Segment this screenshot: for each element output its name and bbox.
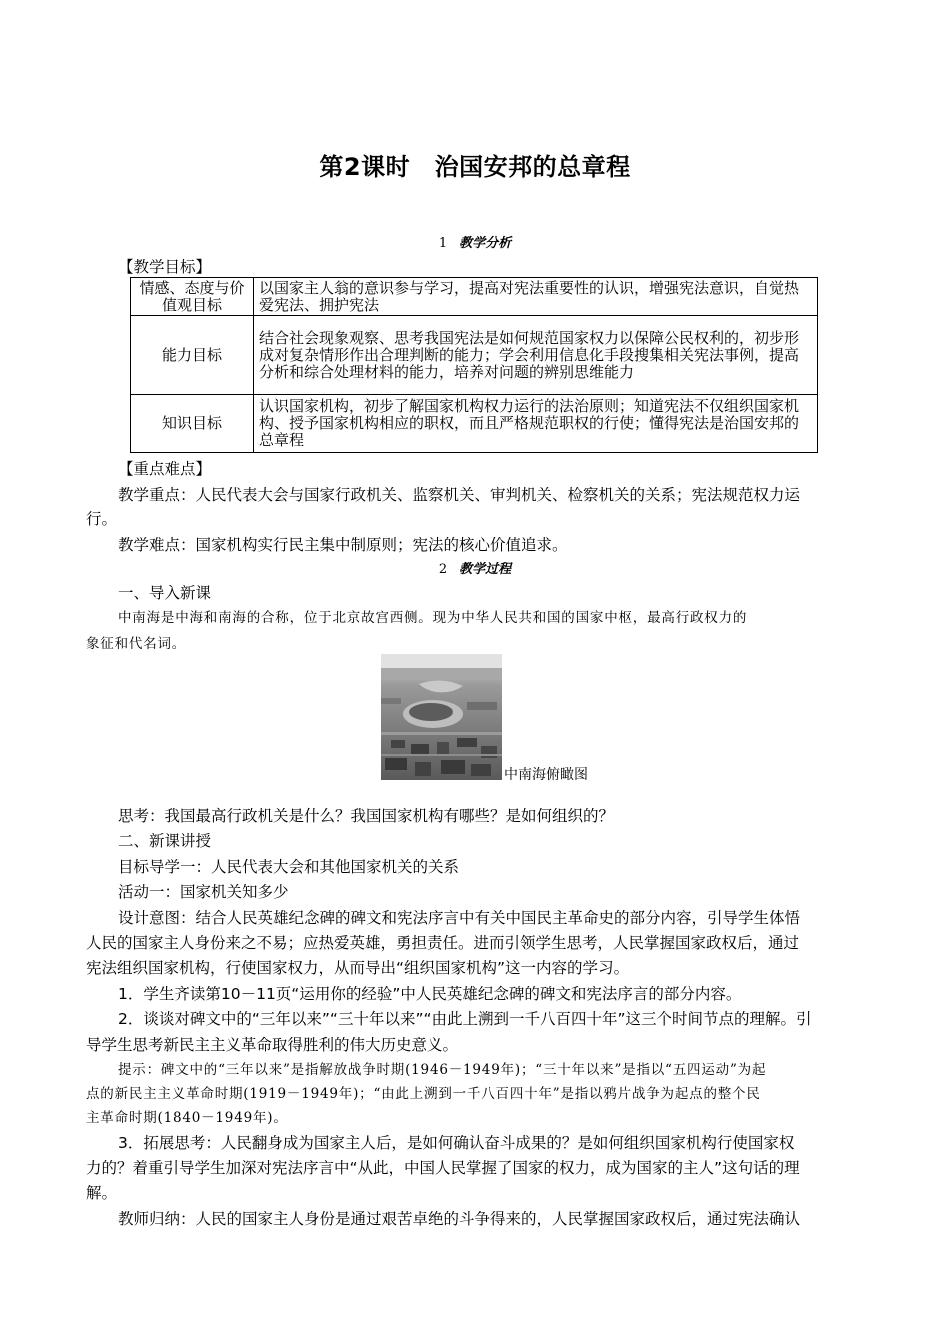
section-number: 2 — [438, 562, 448, 577]
hint-line1: 提示：碑文中的“三年以来”是指解放战争时期(1946－1949年)；“三十年以来”是指以“五四运动”为起 — [118, 1062, 767, 1078]
teacher-summary: 教师归纳：人民的国家主人身份是通过艰苦卓绝的斗争得来的，人民掌握国家政权后，通过宪法确认 — [118, 1210, 801, 1228]
section-heading-analysis — [0, 232, 950, 251]
section-number: 1 — [438, 236, 448, 251]
think-question: 思考：我国最高行政机关是什么？我国国家机构有哪些？是如何组织的？ — [118, 807, 615, 825]
keypoints-heading: 【重点难点】 — [118, 460, 212, 478]
design-intent-line3: 宪法组织国家机构，行使国家权力，从而导出“组织国家机构”这一内容的学习。 — [86, 959, 630, 977]
table-row — [131, 278, 818, 316]
teaching-focus-line1: 教学重点：人民代表大会与国家行政机关、监察机关、审判机关、检察机关的关系；宪法规范权力运 — [118, 486, 801, 504]
section-heading-process — [0, 558, 950, 577]
goals-heading: 【教学目标】 — [118, 258, 212, 276]
teaching-focus-line2: 行。 — [86, 510, 118, 528]
step-3-line3: 解。 — [86, 1184, 118, 1202]
design-intent-line1: 设计意图：结合人民英雄纪念碑的碑文和宪法序言中有关中国民主革命史的部分内容，引导学生体悟 — [118, 909, 801, 927]
design-intent-line2: 人民的国家主人身份来之不易；应热爱英雄，勇担责任。进而引领学生思考，人民掌握国家政权后，通过 — [86, 934, 800, 952]
teaching-difficulty: 教学难点：国家机构实行民主集中制原则；宪法的核心价值追求。 — [118, 536, 568, 554]
goal-label-emotion: 情感、态度与价值观目标 — [131, 278, 254, 316]
zhongnanhai-aerial-photo — [381, 654, 502, 780]
table-row — [131, 395, 818, 453]
learning-goal-1: 目标导学一：人民代表大会和其他国家机关的关系 — [118, 858, 460, 876]
hint-line2: 点的新民主主义革命时期(1919－1949年)；“由此上溯到一千八百四十年”是指以鸦片战争为起点的整个民 — [86, 1086, 761, 1102]
step-2-line2: 导学生思考新民主主义革命取得胜利的伟大历史意义。 — [86, 1036, 459, 1054]
intro-text-line1: 中南海是中海和南海的合称，位于北京故宫西侧。现为中华人民共和国的国家中枢，最高行政权力的 — [118, 610, 748, 626]
section-title: 教学分析 — [459, 236, 512, 251]
goal-label-ability: 能力目标 — [131, 316, 254, 395]
activity-1: 活动一：国家机关知多少 — [118, 883, 289, 901]
step-3-line1: 3．拓展思考：人民翻身成为国家主人后，是如何确认奋斗成果的？是如何组织国家机构行使国家权 — [118, 1134, 795, 1152]
page-title: 第2课时 治国安邦的总章程 — [319, 153, 631, 181]
goal-text-emotion: 以国家主人翁的意识参与学习，提高对宪法重要性的认识，增强宪法意识，自觉热爱宪法、拥护宪法 — [254, 278, 818, 316]
step-2-line1: 2．谈谈对碑文中的“三年以来”“三十年以来”“由此上溯到一千八百四十年”这三个时间节点的理解。引 — [118, 1010, 812, 1028]
aerial-photo-graphic — [381, 654, 502, 780]
teaching-goals-table — [130, 277, 818, 453]
step-1: 1．学生齐读第10－11页“运用你的经验”中人民英雄纪念碑的碑文和宪法序言的部分内容。 — [118, 985, 742, 1003]
goal-text-knowledge: 认识国家机构，初步了解国家机构权力运行的法治原则；知道宪法不仅组织国家机构、授予国家机构相应的职权，而且严格规范职权的行使；懂得宪法是治国安邦的总章程 — [254, 395, 818, 453]
goal-text-ability: 结合社会现象观察、思考我国宪法是如何规范国家权力以保障公民权利的，初步形成对复杂情形作出合理判断的能力；学会利用信息化手段搜集相关宪法事例，提高分析和综合处理材料的能力，培养对问题的辨别思维能力 — [254, 316, 818, 395]
table-row — [131, 316, 818, 395]
section-title: 教学过程 — [459, 562, 512, 577]
new-lesson-heading: 二、新课讲授 — [118, 832, 212, 850]
image-caption: 中南海俯瞰图 — [504, 767, 588, 783]
step-3-line2: 力的？着重引导学生加深对宪法序言中“从此，中国人民掌握了国家的权力，成为国家的主人”这句话的理 — [86, 1159, 800, 1177]
intro-heading: 一、导入新课 — [118, 584, 212, 602]
goal-label-knowledge: 知识目标 — [131, 395, 254, 453]
intro-text-line2: 象征和代名词。 — [86, 636, 187, 652]
hint-line3: 主革命时期(1840－1949年)。 — [86, 1110, 288, 1126]
